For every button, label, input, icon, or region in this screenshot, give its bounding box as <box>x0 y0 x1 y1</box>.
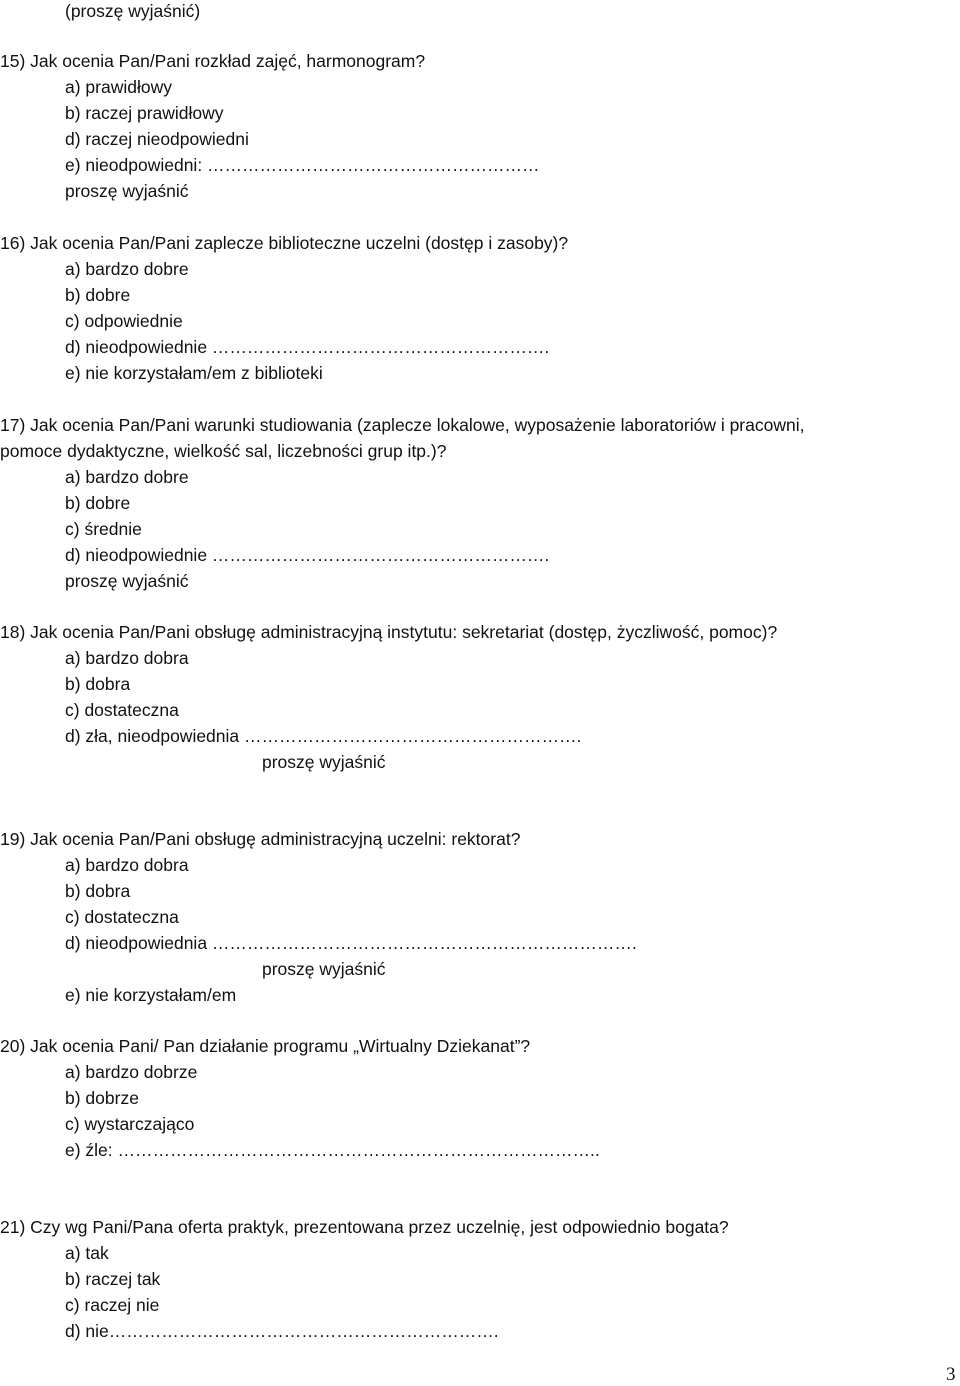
option-d: d) nieodpowiednie …………………………………………………. <box>65 545 550 565</box>
option-d: d) nie…………………………………………………………. <box>65 1321 499 1341</box>
option-b: b) raczej tak <box>65 1269 161 1289</box>
option-c: c) raczej nie <box>65 1295 160 1315</box>
option-a: a) bardzo dobra <box>65 855 189 875</box>
option-b: b) dobrze <box>65 1088 139 1108</box>
option-e: e) nie korzystałam/em <box>65 985 237 1005</box>
option-a: a) bardzo dobre <box>65 467 189 487</box>
explain-note: proszę wyjaśnić <box>262 959 386 979</box>
question-16: 16) Jak ocenia Pan/Pani zaplecze biblioteczne uczelni (dostęp i zasoby)? <box>0 233 569 253</box>
option-b: b) dobre <box>65 285 131 305</box>
option-a: a) bardzo dobra <box>65 648 189 668</box>
question-18: 18) Jak ocenia Pan/Pani obsługę administracyjną instytutu: sekretariat (dostęp, życzliwość, pomoc)? <box>0 622 778 642</box>
option-c: c) średnie <box>65 519 142 539</box>
question-15: 15) Jak ocenia Pan/Pani rozkład zajęć, harmonogram? <box>0 51 426 71</box>
option-c: c) dostateczna <box>65 700 179 720</box>
option-d: d) raczej nieodpowiedni <box>65 129 249 149</box>
option-b: b) dobra <box>65 674 131 694</box>
option-e: e) nieodpowiedni: ………………………………………………… <box>65 155 540 175</box>
option-b: b) raczej prawidłowy <box>65 103 224 123</box>
option-d: d) nieodpowiednia ………………………………………………………………. <box>65 933 637 953</box>
explain-note: proszę wyjaśnić <box>65 571 189 591</box>
explain-note: (proszę wyjaśnić) <box>65 1 201 21</box>
option-a: a) bardzo dobrze <box>65 1062 198 1082</box>
option-d: d) zła, nieodpowiednia …………………………………………………. <box>65 726 582 746</box>
page-number: 3 <box>946 1364 956 1385</box>
option-b: b) dobra <box>65 881 131 901</box>
option-a: a) tak <box>65 1243 109 1263</box>
question-17-line-2: pomoce dydaktyczne, wielkość sal, liczebności grup itp.)? <box>0 441 447 461</box>
option-a: a) bardzo dobre <box>65 259 189 279</box>
option-c: c) wystarczająco <box>65 1114 195 1134</box>
question-17-line-1: 17) Jak ocenia Pan/Pani warunki studiowania (zaplecze lokalowe, wyposażenie laboratoriów i pracowni, <box>0 415 805 435</box>
question-19: 19) Jak ocenia Pan/Pani obsługę administracyjną uczelni: rektorat? <box>0 829 521 849</box>
option-c: c) dostateczna <box>65 907 179 927</box>
question-20: 20) Jak ocenia Pani/ Pan działanie programu „Wirtualny Dziekanat”? <box>0 1036 531 1056</box>
option-e: e) nie korzystałam/em z biblioteki <box>65 363 323 383</box>
question-21: 21) Czy wg Pani/Pana oferta praktyk, prezentowana przez uczelnię, jest odpowiednio bogata? <box>0 1217 729 1237</box>
option-b: b) dobre <box>65 493 131 513</box>
option-a: a) prawidłowy <box>65 77 172 97</box>
explain-note: proszę wyjaśnić <box>65 181 189 201</box>
option-e: e) źle: ……………………………………………………………………….. <box>65 1140 600 1160</box>
option-d: d) nieodpowiednie …………………………………………………. <box>65 337 550 357</box>
option-c: c) odpowiednie <box>65 311 183 331</box>
explain-note: proszę wyjaśnić <box>262 752 386 772</box>
